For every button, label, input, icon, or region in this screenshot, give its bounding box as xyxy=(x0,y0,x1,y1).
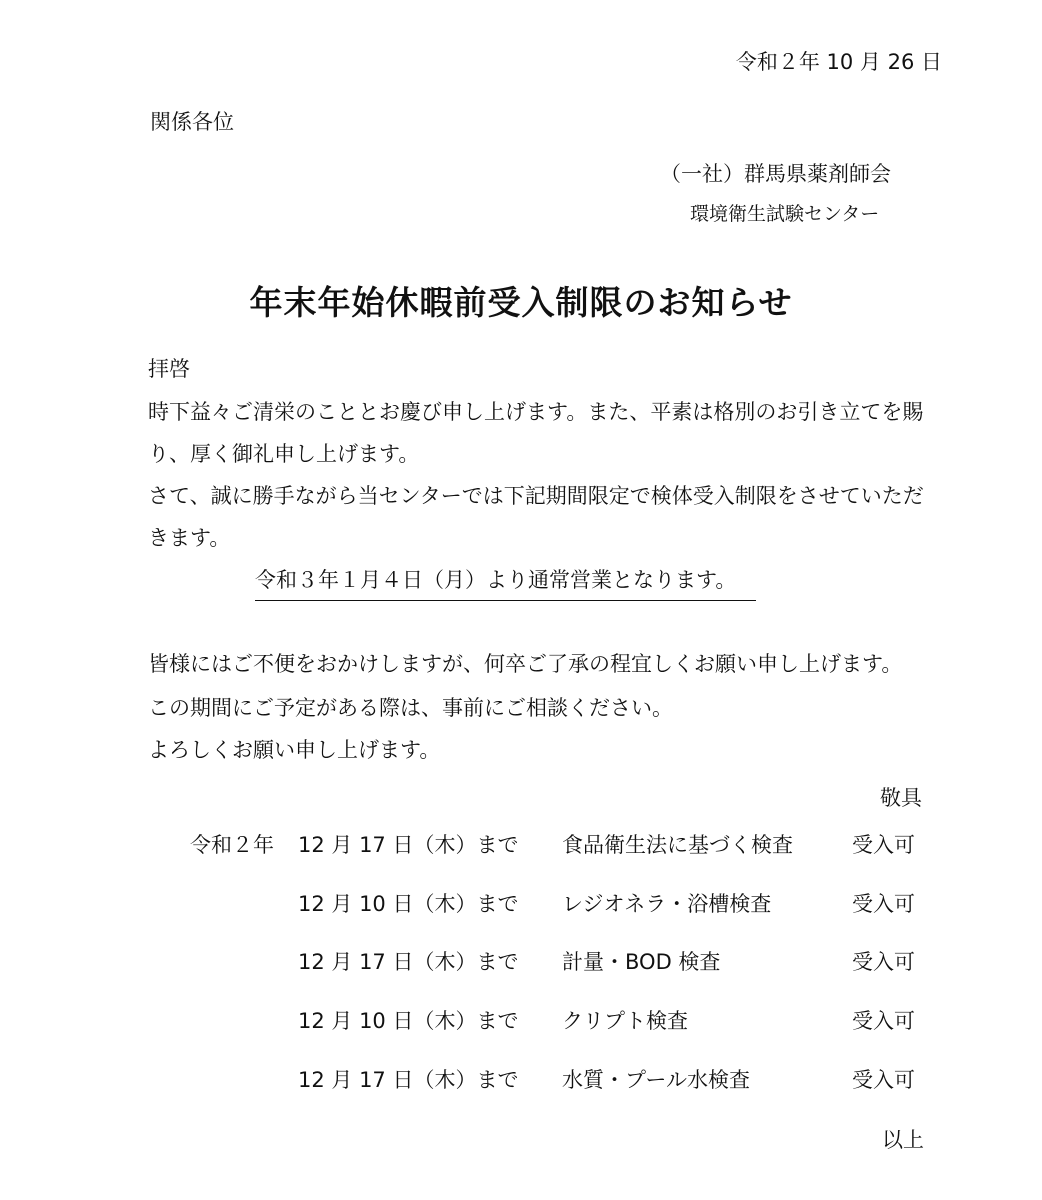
body-line: きます。 xyxy=(148,526,231,550)
body-line: 皆様にはご不便をおかけしますが、何卒ご了承の程宜しくお願い申し上げます。 xyxy=(148,652,903,676)
schedule-date: 12 月 17 日（木）まで xyxy=(298,1068,519,1092)
schedule-row xyxy=(0,890,1042,920)
page-title: 年末年始休暇前受入制限のお知らせ xyxy=(249,283,793,322)
schedule-date: 12 月 17 日（木）まで xyxy=(298,950,519,974)
schedule-item: 計量・BOD 検査 xyxy=(562,950,721,974)
document-date: 令和２年 10 月 26 日 xyxy=(735,50,942,74)
body-line: り、厚く御礼申し上げます。 xyxy=(148,442,420,466)
body-line: 時下益々ご清栄のこととお慶び申し上げます。また、平素は格別のお引き立てを賜 xyxy=(148,400,924,424)
schedule-item: 食品衛生法に基づく検査 xyxy=(562,833,793,857)
schedule-date: 12 月 17 日（木）まで xyxy=(298,833,519,857)
body-line: さて、誠に勝手ながら当センターでは下記期間限定で検体受入制限をさせていただ xyxy=(148,484,924,508)
schedule-status: 受入可 xyxy=(852,892,915,916)
schedule-status: 受入可 xyxy=(852,950,915,974)
sender-department: 環境衛生試験センター xyxy=(690,203,880,225)
schedule-row xyxy=(0,948,1042,978)
schedule-status: 受入可 xyxy=(852,1009,915,1033)
schedule-row xyxy=(0,831,1042,861)
schedule-era: 令和２年 xyxy=(190,833,274,857)
sender-organization: （一社）群馬県薬剤師会 xyxy=(660,162,891,186)
schedule-status: 受入可 xyxy=(852,1068,915,1092)
body-line: この期間にご予定がある際は、事前にご相談ください。 xyxy=(148,696,673,720)
closing-phrase: 敬具 xyxy=(880,786,922,810)
salutation: 拝啓 xyxy=(148,357,190,381)
schedule-date: 12 月 10 日（木）まで xyxy=(298,1009,519,1033)
schedule-row xyxy=(0,1066,1042,1096)
addressee: 関係各位 xyxy=(150,110,234,134)
schedule-status: 受入可 xyxy=(852,833,915,857)
schedule-item: 水質・プール水検査 xyxy=(562,1068,750,1092)
schedule-item: レジオネラ・浴槽検査 xyxy=(562,892,772,916)
resume-notice: 令和３年１月４日（月）より通常営業となります。 xyxy=(255,566,756,601)
schedule-date: 12 月 10 日（木）まで xyxy=(298,892,519,916)
schedule-item: クリプト検査 xyxy=(562,1009,688,1033)
body-line: よろしくお願い申し上げます。 xyxy=(148,738,441,762)
schedule-row xyxy=(0,1007,1042,1037)
end-mark: 以上 xyxy=(882,1128,924,1152)
